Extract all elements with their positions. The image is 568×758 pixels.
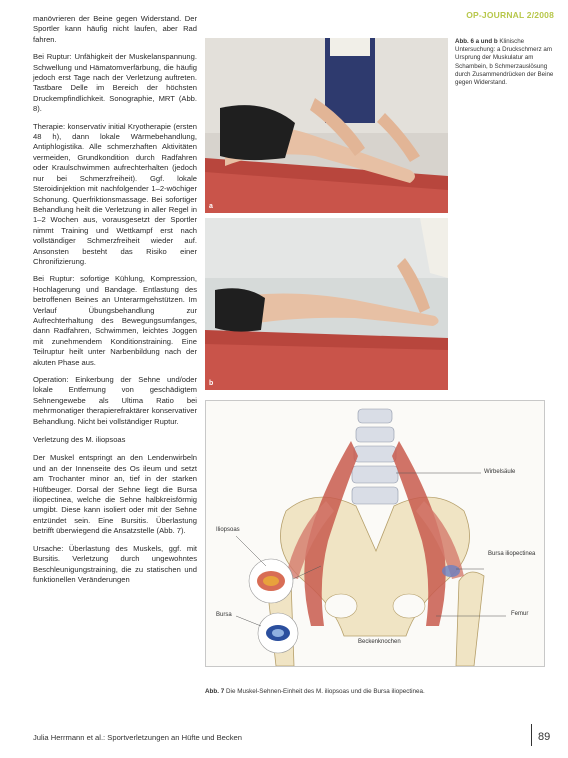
footer-divider: [531, 724, 532, 746]
section-subheading: Verletzung des M. iliopsoas: [33, 435, 126, 445]
label-femur: Femur: [511, 611, 529, 617]
pelvis-illustration: [206, 401, 544, 666]
page-number: 89: [538, 731, 551, 743]
photo-caption: [455, 38, 555, 87]
paragraph-7: Ursache: Überlastung des Muskels, ggf. mit Bursitis. Verletzung durch ungewohntes Beschleunigungstraining, die zu statischen und funktionellen Veränderungen: [33, 543, 197, 584]
paragraph-5: Operation: Einkerbung der Sehne und/oder lokale Entfernung von geschädigtem Sehnengewebe als Ultima Ratio bei mehrmonatiger therapierefraktärer konservativer Behandlung. Nicht bei vollständiger Ruptur.: [33, 375, 197, 426]
label-beckenknochen: Beckenknochen: [358, 639, 401, 645]
label-bursa: Bursa: [216, 612, 232, 618]
photo-a: [205, 38, 448, 213]
footer-citation: Julia Herrmann et al.: Sportverletzungen an Hüfte und Becken: [33, 733, 242, 742]
figure-caption-label: Abb. 7: [205, 688, 225, 695]
anatomy-figure: [205, 400, 545, 667]
label-bursa-iliopectinea: Bursa iliopectinea: [488, 551, 536, 557]
label-wirbelsaeule: Wirbelsäule: [484, 469, 516, 475]
paragraph-1: manövrieren der Beine gegen Widerstand. Der Sportler kann häufig nicht laufen, aber Rad fahren.: [33, 14, 197, 44]
paragraph-2: Bei Ruptur: Unfähigkeit der Muskelanspannung. Schwellung und Hämatomverfärbung, die häufig jedoch erst Tage nach der Verletzung auftreten. Tastbare Delle im Bereich der höchsten Druckempfindlichkeit. Sonographie, MRT (Abb. 8).: [33, 52, 197, 114]
figure-caption: [205, 688, 545, 695]
journal-header: OP-JOURNAL 2/2008: [466, 10, 554, 20]
figure-caption-text: Die Muskel-Sehnen-Einheit des M. iliopsoas und die Bursa iliopectinea.: [226, 688, 425, 695]
left-text-column: [33, 14, 197, 592]
photo-caption-text: Klinische Untersuchung: a Druckschmerz am Ursprung der Muskulatur am Schambein, b Schmerzauslösung durch Zusammendrücken der Beine gegen Widerstand.: [455, 38, 554, 87]
photo-b-letter: b: [209, 380, 214, 387]
label-iliopsoas: Iliopsoas: [216, 527, 240, 533]
photo-b: [205, 218, 448, 390]
photo-b-illustration: [205, 218, 448, 390]
paragraph-3: Therapie: konservativ initial Kryotherapie (ersten 48 h), dann lokale Wärmebehandlung, Antiphlogistika. Alle schmerzhaften Aktivitäten vermeiden, Grundkondition durch Radfahren oder Kraulschwimmen aufrechterhalten (jedoch nur bei Schmerzfreiheit). Ggf. lokale Steroidinjektion mit nachfolgender 1–2-wöchiger Schonung. Querfriktionsmassage. Bei sofortiger Behandlung heilt die Verletzung in aller Regel in 1–2 Wochen aus, vorausgesetzt der Sportler nimmt Training und Wettkampf erst nach vollständiger Schmerzfreiheit wieder auf. Ansonsten besteht das Risiko einer Chronifizierung.: [33, 121, 197, 266]
photo-caption-label: Abb. 6 a und b: [455, 38, 498, 45]
photo-a-illustration: [205, 38, 448, 213]
paragraph-6: Der Muskel entspringt an den Lendenwirbeln und an der Innenseite des Os ileum und setzt am Trochanter minor an, tief in der starken Hüftbeuger. Dorsal der Sehne liegt die Bursa iliopectinea, welche die Sehne halbkreisförmig umgibt. Diese kann isoliert oder mit der Sehne entzündet sein. Eine Bursitis. Überlastung betrifft überwiegend die Ansatzstelle (Abb. 7).: [33, 453, 197, 536]
photo-a-letter: a: [209, 203, 213, 210]
paragraph-4: Bei Ruptur: sofortige Kühlung, Kompression, Hochlagerung und Bandage. Entlastung des betroffenen Beines an Unterarmgehstützen. Im Verlauf Übungsbehandlung zur Aufrechterhaltung des Bewegungsumfanges, dann Radfahren, Schwimmen, leichtes Joggen mit zunehmendem Konditionstraining. Eine Teilruptur heilt unter Narbenbildung nach der akuten Phase aus.: [33, 274, 197, 367]
